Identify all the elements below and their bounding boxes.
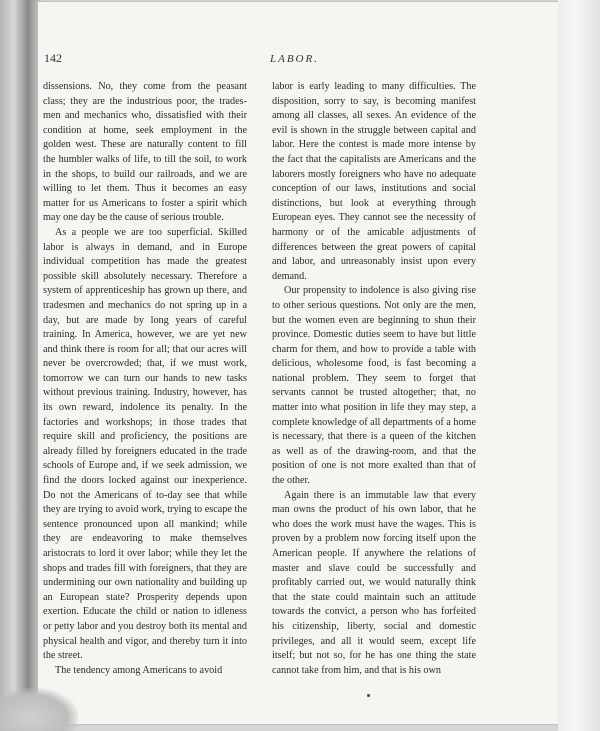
paragraph: The tendency among Americans to avoid xyxy=(55,664,223,676)
paragraph: As a people we are too superficial. Skilled labor is always in demand, and in Europe individual competition has made the greatest possible skill absolutely necessary. Therefore a system of apprenticeship has grown up there, and tradesmen and mechanics do not spring up in a day, but are made by long years of careful training. In America, however, we are yet new and think there is room for all; that our acres will never be overcrowded; that, if we must work, tomorrow we can turn our hands to new tasks without previous training. Industry, however, has its own reward, indolence its penalty. In the factories and workshops; in those trades that require skill and proficiency, the positions are already filled by foreigners educated in the trade schools of Europe and, if we seek admission, we find the doors locked against our inexperience. Do not the Americans of to-day see that while they are trying to avoid work, trying to escape the sentence pronounced upon all mankind; while they are endeavoring to make themselves aristocrats to lord it over labor; while they let the shops and trades fill with foreigners, that they are undermining our own nationality and building up an European state? Prosperity depends upon exertion. Educate the child or nation to idleness or petty labor and you destroy both its mental and physical health and vigor, and thereby turn it into the street. xyxy=(43,226,247,662)
left-column xyxy=(43,80,247,678)
thumb-shadow xyxy=(0,688,78,731)
page-number: 142 xyxy=(44,51,62,65)
book-spine-edge xyxy=(0,0,40,731)
paragraph: Again there is an immutable law that every man owns the product of his own labor, that he who does the work must have the wages. This is proven by a problem now forcing itself upon the American people. If anywhere the relations of master and slave could be successfully and profitably carried out, we would naturally think that the state could maintain such an attitude towards the convict, a person who has forfeited his citizenship, liberty, social and domestic privileges, and all it would seem, except life itself; but not so, for he has one thing the state cannot take from him, and that is his own xyxy=(272,489,476,676)
paragraph: Our propensity to indolence is also giving rise to other serious questions. Not only are the men, but the women even are beginning to shun their province. Domestic duties seem to have but little charm for them, and how to provide a table with delicious, wholesome food, is fast becoming a national problem. They seem to forget that servants cannot be trusted altogether; that, no matter into what position in life they may step, a complete knowledge of all departments of a home is necessary, that there is a queen of the kitchen as well as of the drawing-room, and that the position of one is not more exalted than that of the other. xyxy=(272,285,476,487)
paragraph: dissensions. No, they come from the peasant class; they are the industrious poor, the trades-men and mechanics who, dissatisfied with their condition at home, seek employment in the golden west. These are naturally content to fill the humbler walks of life, to till the soil, to work in the shops, to build our railroads, and we are willing to let them. Thus it becomes an easy matter for us Americans to foster a spirit which may one day be the cause of serious trouble. xyxy=(43,81,247,224)
paragraph: labor is early leading to many difficulties. The disposition, sorry to say, is becoming manifest among all classes, all sexes. An evidence of the evil is shown in the struggle between capital and labor. Here the contest is made more intense by the fact that the capitalists are Americans and the laborers mostly foreigners who have no adequate conception of our laws, institutions and social distinctions, but look at everything through European eyes. They cannot see the necessity of harmony or of the amicable adjustments of differences between the great powers of capital and labor, and unreasonably insist upon every demand. xyxy=(272,81,476,282)
facing-page-edge xyxy=(558,0,600,731)
running-head: LABOR. xyxy=(270,53,319,65)
right-column xyxy=(272,80,476,678)
ink-speck xyxy=(367,694,370,697)
